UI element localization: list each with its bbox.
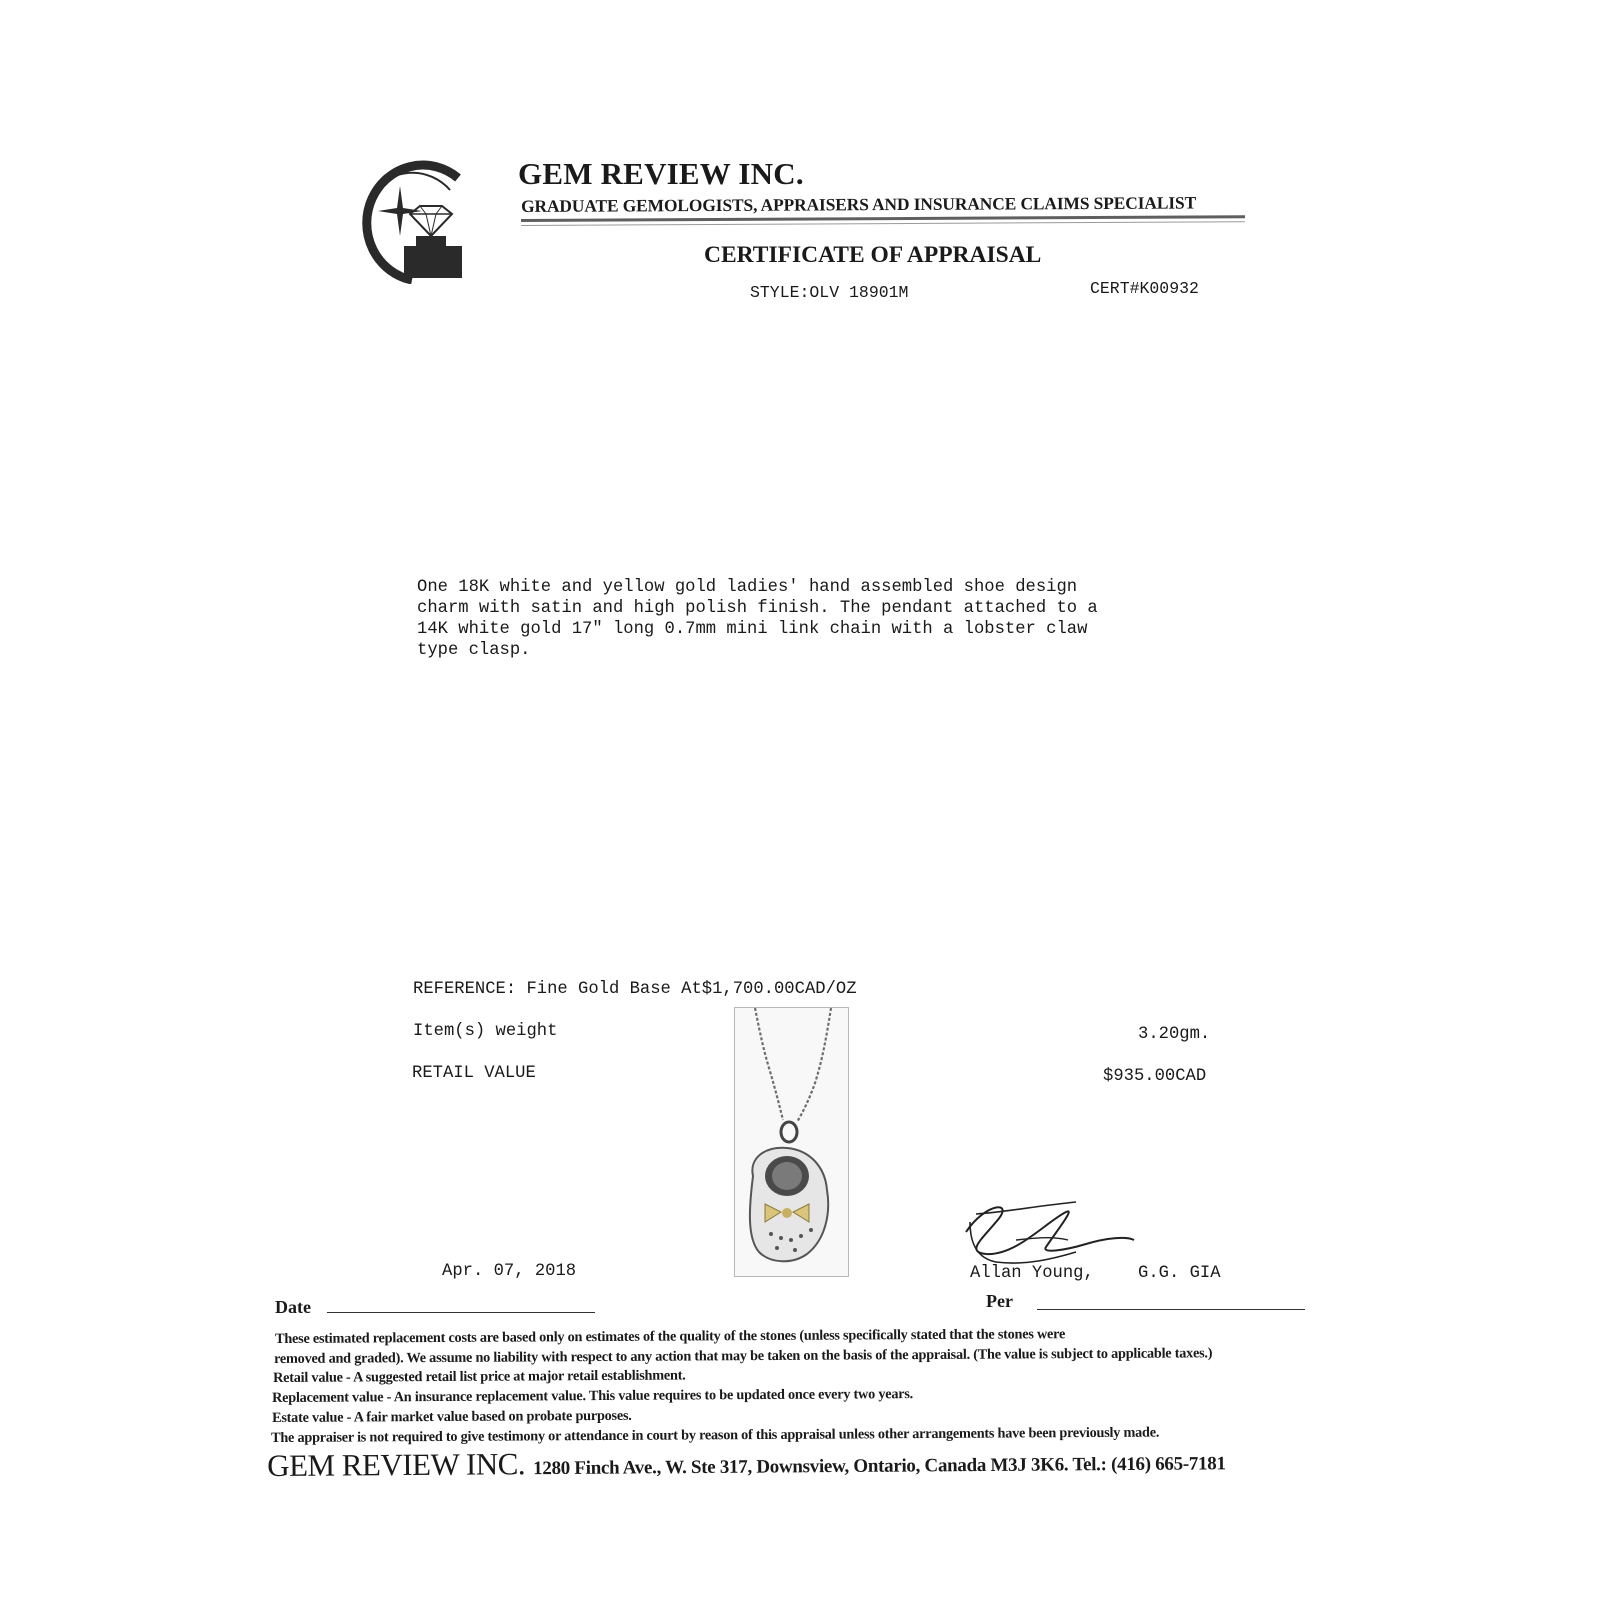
footer-company: GEM REVIEW INC. (267, 1446, 526, 1483)
weight-label: Item(s) weight (413, 1022, 558, 1041)
disclaimer-line: Estate value - A fair market value based on probate purposes. (272, 1407, 632, 1426)
appraiser-name: Allan Young, (970, 1264, 1094, 1283)
signature-icon (956, 1192, 1136, 1272)
company-tagline: GRADUATE GEMOLOGISTS, APPRAISERS AND INSURANCE CLAIMS SPECIALIST (521, 192, 1197, 216)
disclaimer-line: Retail value - A suggested retail list price at major retail establishment. (273, 1367, 686, 1386)
retail-value-amount: $935.00CAD (1103, 1067, 1207, 1086)
date-label: Date (275, 1297, 311, 1317)
pendant-photo-icon (735, 1008, 848, 1276)
style-code: STYLE:OLV 18901M (750, 283, 909, 302)
date-line (327, 1312, 595, 1313)
certificate-title: CERTIFICATE OF APPRAISAL (704, 242, 1042, 268)
disclaimer-line: The appraiser is not required to give testimony or attendance in court by reason of this appraisal unless other arrangements have been previously made. (271, 1424, 1160, 1446)
retail-value-label: RETAIL VALUE (412, 1064, 536, 1083)
per-label: Per (986, 1291, 1013, 1311)
footer (267, 1441, 1226, 1484)
date-value: Apr. 07, 2018 (442, 1262, 577, 1281)
footer-address: 1280 Finch Ave., W. Ste 317, Downsview, Ontario, Canada M3J 3K6. Tel.: (416) 665-7181 (533, 1453, 1226, 1480)
certificate-number: CERT#K00932 (1090, 279, 1199, 298)
weight-value: 3.20gm. (1138, 1025, 1211, 1044)
appraiser-title: G.G. GIA (1138, 1264, 1221, 1283)
item-description: One 18K white and yellow gold ladies' hand assembled shoe design charm with satin and high polish finish. The pendant attached to a 14K white gold 17" long 0.7mm mini link chain with a lobster claw type clasp. (417, 578, 1098, 660)
reference-line: REFERENCE: Fine Gold Base At$1,700.00CAD/OZ (413, 980, 857, 999)
disclaimer-line: removed and graded). We assume no liability with respect to any action that may be taken on the basis of the appraisal. (The value is subject to applicable taxes.) (274, 1345, 1213, 1367)
pendant-photo (734, 1007, 849, 1277)
header-divider-thin (521, 221, 1245, 226)
disclaimer-line: These estimated replacement costs are based only on estimates of the quality of the stones (unless specifically stated that the stones were (275, 1326, 1066, 1347)
per-line (1037, 1309, 1305, 1310)
company-name: GEM REVIEW INC. (518, 156, 804, 191)
disclaimer-line: Replacement value - An insurance replacement value. This value requires to be updated once every two years. (272, 1386, 914, 1406)
gem-review-logo-icon (350, 156, 468, 284)
